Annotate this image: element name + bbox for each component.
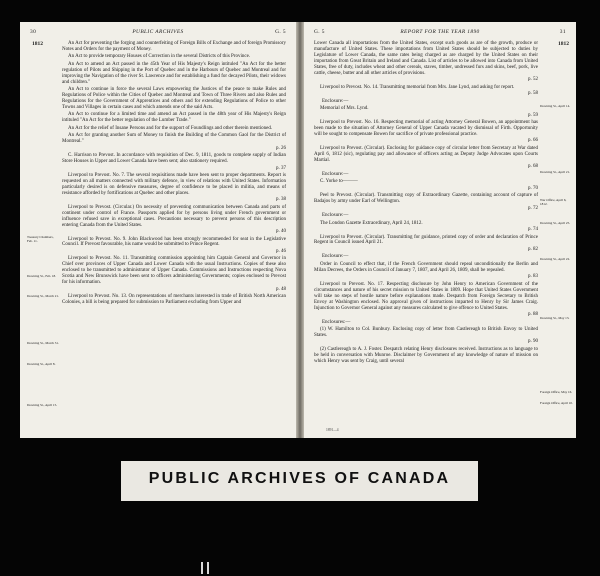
entry-paragraph: (1) W. Hamilton to Col. Bunbury. Enclosing copy of letter from Castlereagh to British Envoy to United States.	[314, 327, 538, 338]
entry-paragraph: C. Yorke to———	[320, 179, 358, 185]
margin-date-note: Downing St., May 13.	[540, 316, 570, 320]
page-reference: p. 38	[276, 197, 286, 203]
entry-paragraph: Liverpool to Prevost. (Circular). Transmitting for guidance, printed copy of order and declaration of Prince Regent in Council issued April 21.	[314, 234, 538, 246]
entry-paragraph: An Act to continue in force the several Laws empowering the Justices of the peace to make Rules and Regulations of Police within the Cities of Quebec and Montreal and Town of Three Rivers and also Rules and Regulations for the Government of Apprentices and others and for extending Regulations of Police to other Towns and Villages in certain cases and which amends one of the said Acts.	[62, 87, 286, 110]
page-reference: p. 46	[276, 248, 286, 254]
entry-paragraph: Liverpool to Prevost. No. 9. John Blackwood has been strongly recommended for seat in the Legislative Council. If Prevost favourable, his name would be submitted to Prince Regent.	[62, 236, 286, 248]
enclosure-heading: Enclosure:—	[322, 98, 349, 104]
page-reference: p. 74	[528, 227, 538, 233]
signature-mark: 1891—4	[326, 428, 339, 432]
page-reference: p. 37	[276, 165, 286, 171]
right-page-series: G. 5	[314, 29, 325, 35]
margin-date-note: Downing St., Feb. 18.	[27, 274, 57, 278]
enclosure-heading: Enclosure:—	[322, 213, 349, 219]
entry-paragraph: An Act for granting another Sum of Money to finish the Building of the Common Gaol for the District of Montreal."	[62, 133, 286, 145]
right-page	[304, 22, 576, 438]
right-page-body	[314, 41, 538, 366]
page-reference: p. 40	[276, 229, 286, 234]
page-reference: p. 70	[528, 185, 538, 191]
margin-date-note: Downing St., March 21.	[27, 294, 59, 298]
entry-paragraph: An Act for preventing the forging and counterfeiting of Foreign Bills of Exchange and of foreign Promissory Notes and Orders for the payment of Money.	[62, 41, 286, 52]
left-page	[20, 22, 296, 438]
left-page-series: G. 5	[275, 29, 286, 35]
enclosure-heading: Enclosure:—	[322, 254, 349, 260]
entry-paragraph: An Act to amend an Act passed in the 45th Year of His Majesty's Reign intituled "An Act for the better regulation of Pilots and Shipping in the Port of Quebec and in the Harbours of Quebec and Montreal and for improving the Navigation of the river St. Lawrence and for establishing a fund for decayed Pilots, their widows and children."	[62, 61, 286, 85]
left-page-body	[62, 41, 286, 307]
page-reference: p. 59	[528, 112, 538, 118]
entry-paragraph: Peel to Prevost. (Circular). Transmitting copy of Extraordinary Gazette, containing account of capture of Badajos by army under Earl of Wellington.	[314, 193, 538, 205]
archive-stamp	[121, 461, 478, 501]
entry-paragraph: C. Harrison to Prevost. In accordance with requisition of Dec. 9, 1811, goods to complete supply of Indian Store Houses in Upper and Lower Canada have been sent; also stationery required.	[62, 153, 286, 165]
entry-paragraph: Liverpool to Prevost. No. 14. Transmitting memorial from Mrs. Jane Lynd, and asking for report.	[320, 84, 515, 90]
entry-paragraph: An Act for the relief of Insane Persons and for the support of Foundlings and other therein mentioned.	[68, 125, 273, 131]
page-reference: p. 82	[528, 246, 538, 252]
right-year-label: 1812	[558, 41, 569, 47]
left-page-header	[30, 29, 286, 38]
page-reference: p. 90	[528, 339, 538, 345]
margin-date-note: Foreign Office, May 16.	[540, 390, 573, 394]
enclosure-heading: Enclosure:—	[322, 171, 349, 177]
entry-paragraph: An Act to provide temporary Houses of Correction in the several Districts of this Province.	[68, 54, 251, 60]
ruler-mark	[201, 562, 203, 574]
entry-paragraph: The London Gazette Extraordinary, April 24, 1812.	[320, 220, 423, 226]
book-gutter	[296, 22, 304, 438]
margin-date-note: Downing St., April 21.	[540, 170, 571, 174]
entry-paragraph: Lower Canada all importations from the United States, except such goods as are of the growth, produce or manufacture of United States. These importations from United States should be subjected to duties by Legislature of Lower Canada, the same rates being charged as are charged by the United States on their importation from Great Britain and Ireland and Canada. List of articles to be allowed into Canada from United States, free of duty, includes wheat and other cereals, staves, timber, undressed furs and skins, beef, pork, live cattle, cheese, butter and all other articles of provisions.	[314, 41, 538, 76]
margin-date-note: Foreign Office, April 10.	[540, 401, 573, 405]
margin-date-note: War Office, April 6, 1812.	[540, 198, 567, 206]
entry-paragraph: Liverpool to Prevost. No. 16. Respecting memorial of acting Attorney General Bowen, an appointment has been made to the situation of Attorney General of Upper Canada vacated by dismissal of Firth. Opportunity will be sought to compensate Bowen for sacrifice of private professional practice.	[314, 120, 538, 137]
page-reference: p. 58	[528, 91, 538, 97]
entry-paragraph: Liverpool to Prevost. No. 17. Respecting disclosure by John Henry to American Government of the circumstances and nature of his secret mission to United States in 1809. Hope that United States Government will take no steps of hostile nature before explanations made. Despatch from Foreign Secretary to British Envoy at Washington enclosed. No approval given of instructions imparted to Henry by Sir James Craig. Injunction to Governor General against any measures calculated to give offence to United States.	[314, 281, 538, 311]
entry-paragraph: Order in Council to effect that, if the French Government should repeal unconditionally the Berlin and Milan Decrees, the Orders in Council of January 7, 1807, and April 26, 1809, shall be repealed.	[314, 261, 538, 273]
page-reference: p. 88	[528, 312, 538, 317]
left-year-label: 1812	[32, 41, 43, 47]
margin-date-note: Downing St., April 14.	[540, 104, 571, 108]
margin-date-note: Downing St., March 31.	[27, 341, 59, 345]
right-page-header	[314, 29, 566, 38]
right-page-number: 31	[559, 29, 566, 35]
page-reference: p. 48	[276, 286, 286, 292]
margin-date-note: Downing St., April 8.	[27, 362, 56, 366]
entry-paragraph: An Act to continue for a limited time and amend an Act passed in the 48th year of His Majesty's Reign intituled "An Act for the better regulation of the Lumber Trade."	[62, 112, 286, 124]
page-reference: p. 68	[528, 164, 538, 170]
entry-paragraph: Liverpool to Prevost. No. 7. The several requisitions made have been sent to proper departments. Report is requested on all matters connected with military defence, in view of relations with United States. Information particularly desired is on defensive measures, degree of confidence to be placed in militia, and means of resistance afforded by fortifications at Quebec and other places.	[62, 173, 286, 196]
page-reference: p. 26	[276, 145, 286, 151]
page-reference: p. 66	[528, 138, 538, 144]
entry-paragraph: Memorial of Mrs. Lynd.	[320, 106, 369, 112]
enclosure-heading: Enclosures:—	[322, 319, 351, 325]
entry-paragraph: (2) Castlereagh to A. J. Foster. Despatch relating Henry disclosures received. Instructions as to language to be held in conversation with Munroe. Disclaimer by Government of any knowledge of nature of mission on which Henry was sent by Craig, until several	[314, 346, 538, 364]
entry-paragraph: Liverpool to Prevost. No. 11. Transmitting commission appointing him Captain General and Governor in Chief over provinces of Upper Canada and Lower Canada with the usual Instructions. Copies of these also enclosed to be transmitted to administrator of Upper Canada. Commissions and Instructions respecting Nova Scotia and New Brunswick have been sent to officers administering Governments; copies enclosed to Prevost for his information.	[62, 256, 286, 286]
margin-date-note: Downing St., April 25.	[540, 221, 571, 225]
archive-stamp-text: PUBLIC ARCHIVES OF CANADA	[148, 470, 451, 487]
page-reference: p. 72	[528, 205, 538, 211]
entry-paragraph: Liverpool to Prevost. (Circular). Enclosing for guidance copy of circular letter from Secretary at War dated April 6, 1812 (sic), regulating pay and allowance of officers acting as Deputy Judge Advocates upon Courts Martial.	[314, 145, 538, 163]
left-page-title: PUBLIC ARCHIVES	[132, 29, 184, 35]
entry-paragraph: Liverpool to Prevost. No. 13. On representations of merchants interested in trade of British North American Colonies, a bill is being prepared for submission to Parliament excluding from Upper and	[62, 294, 286, 305]
left-page-number: 30	[30, 29, 37, 35]
right-page-title: REPORT FOR THE YEAR 1890	[400, 29, 480, 35]
page-reference: p. 83	[528, 274, 538, 280]
page-reference: p. 52	[528, 77, 538, 83]
ruler-mark	[207, 562, 209, 574]
entry-paragraph: Liverpool to Prevost. (Circular.) On necessity of preventing communication between Canada and parts of continent under control of France. Passports applied for by persons living under French government or influence refused save in exceptional cases. Precautions necessary to prevent persons of this description entering Canada from the United States.	[62, 204, 286, 228]
margin-date-note: Treasury Chambers, Feb. 11.	[27, 235, 54, 243]
margin-date-note: Downing St., April 22.	[540, 257, 571, 261]
margin-date-note: Downing St., April 15.	[27, 403, 58, 407]
